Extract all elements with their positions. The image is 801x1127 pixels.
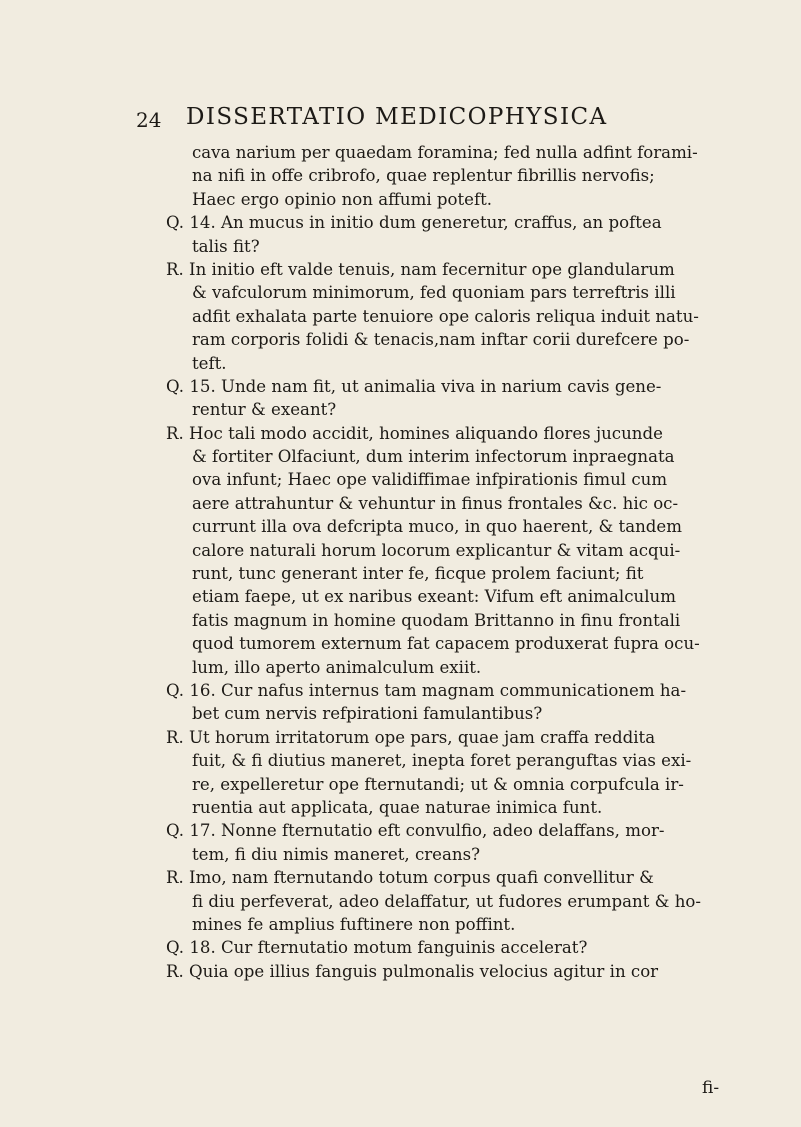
text-line: ram corporis folidi & tenacis,nam inftar corii durefcere po- xyxy=(192,330,690,350)
text-line: & vafculorum minimorum, fed quoniam pars terreftris illi xyxy=(192,283,676,303)
text-line: calore naturali horum locorum explicantur & vitam acqui- xyxy=(192,540,681,560)
text-line: Q. 14. An mucus in initio dum generetur, craffus, an poftea xyxy=(166,213,662,233)
text-line: R. In initio eft valde tenuis, nam fecernitur ope glandularum xyxy=(166,259,675,279)
page-header xyxy=(136,104,696,136)
text-line: adfit exhalata parte tenuiore ope caloris reliqua induit natu- xyxy=(192,306,699,326)
text-line: re, expelleretur ope fternutandi; ut & omnia corpufcula ir- xyxy=(192,774,684,794)
text-line: currunt illa ova defcripta muco, in quo haerent, & tandem xyxy=(192,517,682,537)
body-text xyxy=(166,141,726,983)
text-line: & fortiter Olfaciunt, dum interim infectorum inpraegnata xyxy=(192,447,675,467)
text-line: fatis magnum in homine quodam Brittanno in finu frontali xyxy=(192,610,681,630)
text-line: mines fe amplius fuftinere non poffint. xyxy=(192,914,516,934)
text-line: R. Hoc tali modo accidit, homines aliquando flores jucunde xyxy=(166,423,663,443)
text-line: ruentia aut applicata, quae naturae inimica funt. xyxy=(192,797,603,817)
text-line: lum, illo aperto animalculum exiit. xyxy=(192,657,482,677)
running-head: DISSERTATIO MEDICOPHYSICA xyxy=(186,104,608,130)
text-line: talis fit? xyxy=(192,236,260,256)
text-line: Haec ergo opinio non affumi poteft. xyxy=(192,189,493,209)
text-line: runt, tunc generant inter fe, ficque prolem faciunt; fit xyxy=(192,564,644,584)
text-line: tem, fi diu nimis maneret, creans? xyxy=(192,844,480,864)
text-line: na nifi in offe cribrofo, quae replentur fibrillis nervofis; xyxy=(192,166,655,186)
catchword: fi- xyxy=(702,1078,720,1098)
text-line: quod tumorem externum fat capacem produxerat fupra ocu- xyxy=(192,634,700,654)
text-line: R. Imo, nam fternutando totum corpus quafi convellitur & xyxy=(166,868,654,888)
text-line: R. Quia ope illius fanguis pulmonalis velocius agitur in cor xyxy=(166,961,659,981)
text-line: fuit, & fi diutius maneret, inepta foret peranguftas vias exi- xyxy=(192,751,692,771)
text-line: R. Ut horum irritatorum ope pars, quae jam craffa reddita xyxy=(166,727,656,747)
text-line: aere attrahuntur & vehuntur in finus frontales &c. hic oc- xyxy=(192,493,679,513)
text-line: cava narium per quaedam foramina; fed nulla adfint forami- xyxy=(192,143,698,162)
text-line: fi diu perfeverat, adeo delaffatur, ut fudores erumpant & ho- xyxy=(192,891,702,911)
text-line: Q. 18. Cur fternutatio motum fanguinis accelerat? xyxy=(166,938,588,958)
text-line: etiam faepe, ut ex naribus exeant: Vifum eft animalculum xyxy=(192,587,676,607)
page-number: 24 xyxy=(136,108,162,132)
text-line: Q. 15. Unde nam fit, ut animalia viva in narium cavis gene- xyxy=(166,376,662,396)
text-line: Q. 17. Nonne fternutatio eft convulfio, adeo delaffans, mor- xyxy=(166,821,665,841)
text-line: rentur & exeant? xyxy=(192,400,337,420)
text-line: Q. 16. Cur nafus internus tam magnam communicationem ha- xyxy=(166,680,687,700)
text-line: bet cum nervis refpirationi famulantibus? xyxy=(192,704,543,724)
text-line: teft. xyxy=(192,353,227,373)
text-line: ova infunt; Haec ope validiffimae infpirationis fimul cum xyxy=(192,470,668,490)
